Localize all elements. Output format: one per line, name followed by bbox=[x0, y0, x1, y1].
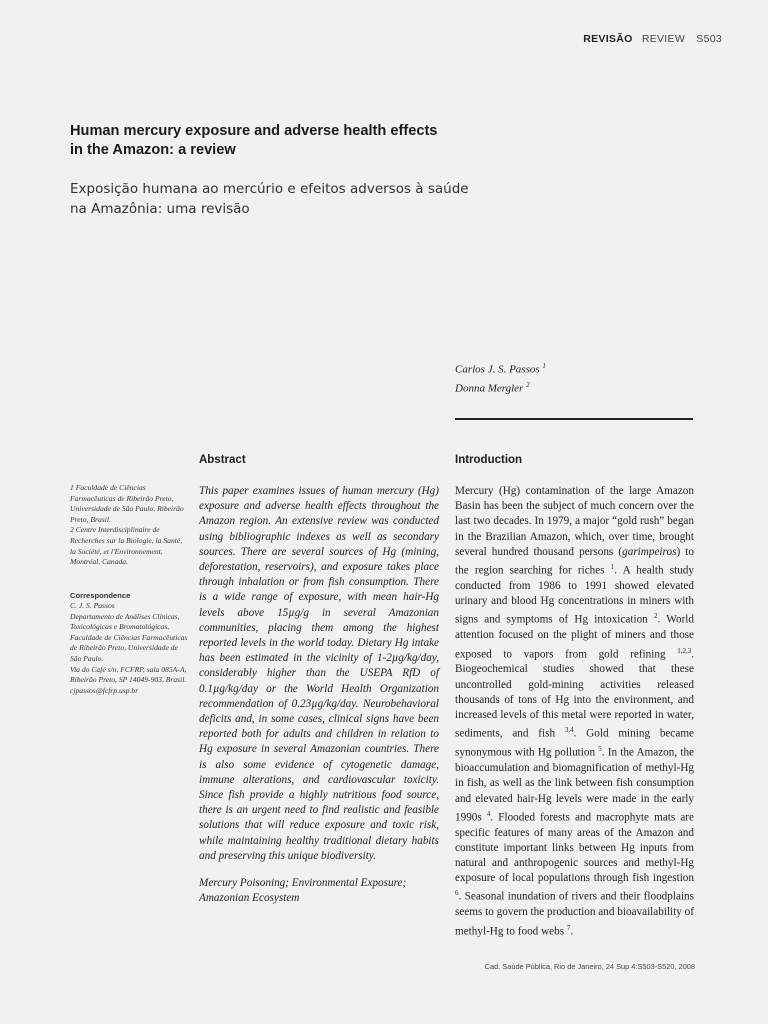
citation: 6 bbox=[455, 889, 459, 898]
article-title-portuguese: Exposição humana ao mercúrio e efeitos adversos à saúde na Amazônia: uma revisão bbox=[70, 181, 469, 217]
correspondence-name: C. J. S. Passos bbox=[70, 601, 115, 610]
divider bbox=[455, 418, 693, 420]
citation: 1,2,3 bbox=[677, 646, 692, 655]
author: Carlos J. S. Passos $^1$ bbox=[455, 362, 546, 376]
correspondence-street: Via do Café s/n, FCFRP, sala 085A-A, Ribeirão Preto, SP 14049-903, Brasil. bbox=[70, 664, 187, 685]
abstract-heading: Abstract bbox=[199, 454, 246, 466]
article-title: Human mercury exposure and adverse health effects in the Amazon: a review bbox=[70, 123, 438, 158]
introduction-text: Mercury (Hg) contamination of the large Amazon Basin has been the subject of much concern over the last two decades. In 1979, a major “gold rush” began in the Brazilian Amazon, which, over time, brought several hundred thousand persons (garimpeiros) to the region searching for riches $^1$. A health study conducted from 1986 to 1991 showed elevated urinary and blood Hg concentrations in miners with signs and symptoms of Hg intoxication $^2$. World attention focused on the plight of miners and those exposed to vapors from gold refining $^{1,2,3}$. Biogeochemical studies showed that these uncontrolled gold-mining activities released thousands of tons of Hg into the environment, and increased levels of this metal were reported in water, sediments, and fish $^{3,4}$. Gold mining became synonymous with Hg pollution $^5$. In the Amazon, the bioaccumulation and biomagnification of methyl-Hg in fish, as well as the link between fish consumption and elevated hair-Hg levels were made in the early 1990s $^4$. Flooded forests and macrophyte mats are specific features of many areas of the Amazon and constitute important links between Hg inputs from natural and anthropogenic sources and methyl-Hg exposure of local populations through fish ingestion $^6$. Seasonal inundation of rivers and their floodplains seems to govern the production and bioavailability of methyl-Hg to food webs $^7$. bbox=[455, 485, 695, 938]
correspondence-address: Departamento de Análises Clínicas, Toxicológicas e Bromatológicas, Faculdade de Ciências Farmacêuticas de Ribeirão Preto, Universidade de São Paulo. bbox=[70, 611, 188, 663]
section-label-en: REVIEW bbox=[641, 33, 686, 45]
keywords: Mercury Poisoning; Environmental Exposure; Amazonian Ecosystem bbox=[199, 877, 407, 905]
correspondence-email[interactable]: cjpassos@fcfrp.usp.br bbox=[70, 685, 139, 695]
author: Donna Mergler $^2$ bbox=[455, 380, 530, 395]
page-number: S503 bbox=[696, 33, 722, 45]
running-header bbox=[583, 33, 722, 45]
citation: 1 bbox=[610, 563, 615, 572]
affiliation-2: 2 Centre Interdisciplinaire de Recherches sur la Biologie, la Santé, la Société, et l'Environnement, Montréal, Canada. bbox=[70, 525, 183, 567]
affiliation-1: 1 Faculdade de Ciências Farmacêuticas de Ribeirão Preto, Universidade de São Paulo, Ribeirão Preto, Brasil. bbox=[70, 483, 184, 524]
correspondence-label: Correspondence bbox=[70, 591, 131, 600]
citation: 3,4 bbox=[564, 726, 574, 735]
section-label: REVISÃO bbox=[583, 33, 633, 45]
citation: 5 bbox=[598, 745, 602, 754]
citation: 2 bbox=[653, 612, 658, 621]
correspondence bbox=[70, 601, 188, 696]
citation: 4 bbox=[486, 809, 491, 818]
abstract-text: This paper examines issues of human mercury (Hg) exposure and adverse health effects throughout the Amazon region. An extensive review was conducted using bibliographic indexes as well as secondary sources. There are several sources of Hg (mining, deforestation, reservoirs), and exposure takes place through inhalation or from fish consumption. There is a wide range of exposure, with mean hair-Hg levels above 15µg/g in several Amazonian communities, placing them among the highest reported levels in the world today. Dietary Hg intake has been estimated in the vicinity of 1-2µg/kg/day, considerably higher than the USEPA RfD of 0.1µg/kg/day or the World Health Organization recommendation of 0.23µg/kg/day. Neurobehavioral deficits and, in some cases, clinical signs have been reported both for adults and children in relation to Hg exposure in several Amazonian countries. There is also some evidence of cytogenetic damage, immune alterations, and cardiovascular toxicity. Since fish provide a highly nutritious food source, there is an urgent need to find realistic and feasible solutions that will reduce exposure and toxic risk, while maintaining healthy traditional dietary habits and preserving this unique biodiversity. bbox=[199, 485, 439, 862]
author-list bbox=[455, 359, 546, 396]
citation: 7 bbox=[566, 923, 571, 932]
journal-citation: Cad. Saúde Pública, Rio de Janeiro, 24 Sup 4:S503-S520, 2008 bbox=[484, 962, 695, 971]
affiliations bbox=[70, 483, 188, 568]
introduction-heading: Introduction bbox=[455, 454, 523, 466]
